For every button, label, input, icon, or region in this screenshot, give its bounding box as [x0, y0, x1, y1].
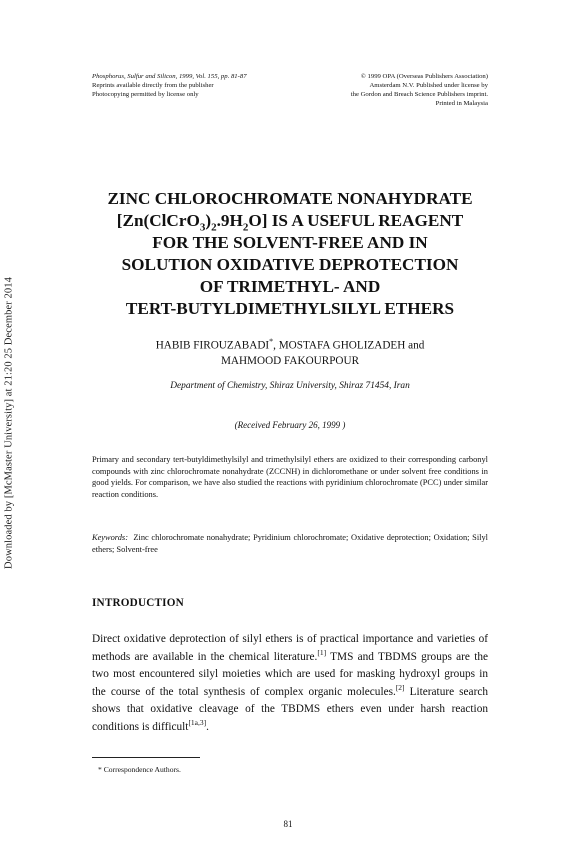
- title-line-6: TERT-BUTYLDIMETHYLSILYL ETHERS: [125, 299, 455, 318]
- section-heading-introduction: INTRODUCTION: [92, 597, 184, 609]
- download-watermark: [2, 238, 16, 608]
- title-line-4: SOLUTION OXIDATIVE DEPROTECTION: [121, 255, 459, 274]
- page-number: 81: [283, 819, 293, 829]
- title-line-2: $[Zn(ClCrO_3)_2.9H_2O]$ IS A USEFUL REAGENT: [116, 211, 464, 234]
- keywords: [92, 532, 488, 555]
- photocopy-note: Photocopying permitted by license only: [92, 91, 199, 98]
- journal-header-right: [351, 72, 488, 108]
- abstract: Primary and secondary tert-butyldimethylsilyl and trimethylsilyl ethers are oxidized to their corresponding carbonyl compounds with zinc chlorochromate nonahydrate (ZCCNH) in dichloromethane or under solvent free conditions in good yields. For comparison, we have also studied the reactions with pyridinium chlorochromate (PCC) under similar reaction conditions.: [92, 455, 488, 499]
- copyright-line: © 1999 OPA (Overseas Publishers Association): [360, 73, 488, 80]
- printed-line: Printed in Malaysia: [435, 100, 488, 107]
- corresponding-author-mark: *: [269, 337, 274, 346]
- keywords-text: Zinc chlorochromate nonahydrate; Pyridinium chlorochromate; Oxidative deprotection; Oxidation; Silyl ethers; Solvent-free: [92, 533, 488, 554]
- imprint-line: the Gordon and Breach Science Publishers imprint.: [350, 91, 488, 98]
- citation-ref: [1a,3]: [188, 718, 207, 728]
- received-date: (Received February 26, 1999 ): [234, 420, 346, 430]
- license-line: Amsterdam N.V. Published under license by: [369, 82, 488, 89]
- footnote-divider: [92, 757, 200, 758]
- citation-ref: [1]: [317, 647, 327, 657]
- journal-header-left: [92, 72, 247, 99]
- introduction-paragraph: Direct oxidative deprotection of silyl ethers is of practical importance and varieties of methods are available in the chemical literature.[1] TMS and TBDMS groups are the two most encountered silyl moieties which are used for masking hydroxyl groups in the course of the total synthesis of complex organic molecules.[2] Literature search shows that oxidative cleavage of the TBDMS ethers even under harsh reaction conditions is difficult[1a,3].: [92, 633, 488, 733]
- authors-line-2: MAHMOOD FAKOURPOUR: [220, 354, 360, 367]
- authors-line-1: HABIB FIROUZABADI*, MOSTAFA GHOLIZADEH and: [155, 337, 425, 352]
- reprints-note: Reprints available directly from the publisher: [92, 82, 214, 89]
- journal-citation: Phosphorus, Sulfur and Silicon, 1999, Vol. 155, pp. 81-87: [92, 73, 247, 80]
- citation-ref: [2]: [395, 683, 405, 693]
- footnote: * Correspondence Authors.: [98, 765, 181, 774]
- download-watermark-text: Downloaded by [McMaster University] at 21:20 25 December 2014: [3, 277, 15, 569]
- author-list: [70, 334, 510, 369]
- title-line-1: ZINC CHLOROCHROMATE NONAHYDRATE: [107, 189, 473, 208]
- title-line-3: FOR THE SOLVENT-FREE AND IN: [152, 233, 428, 252]
- keywords-label: Keywords:: [92, 533, 128, 542]
- affiliation: Department of Chemistry, Shiraz University, Shiraz 71454, Iran: [170, 381, 410, 391]
- title-line-5: OF TRIMETHYL- AND: [199, 277, 381, 296]
- article-title: [70, 188, 510, 320]
